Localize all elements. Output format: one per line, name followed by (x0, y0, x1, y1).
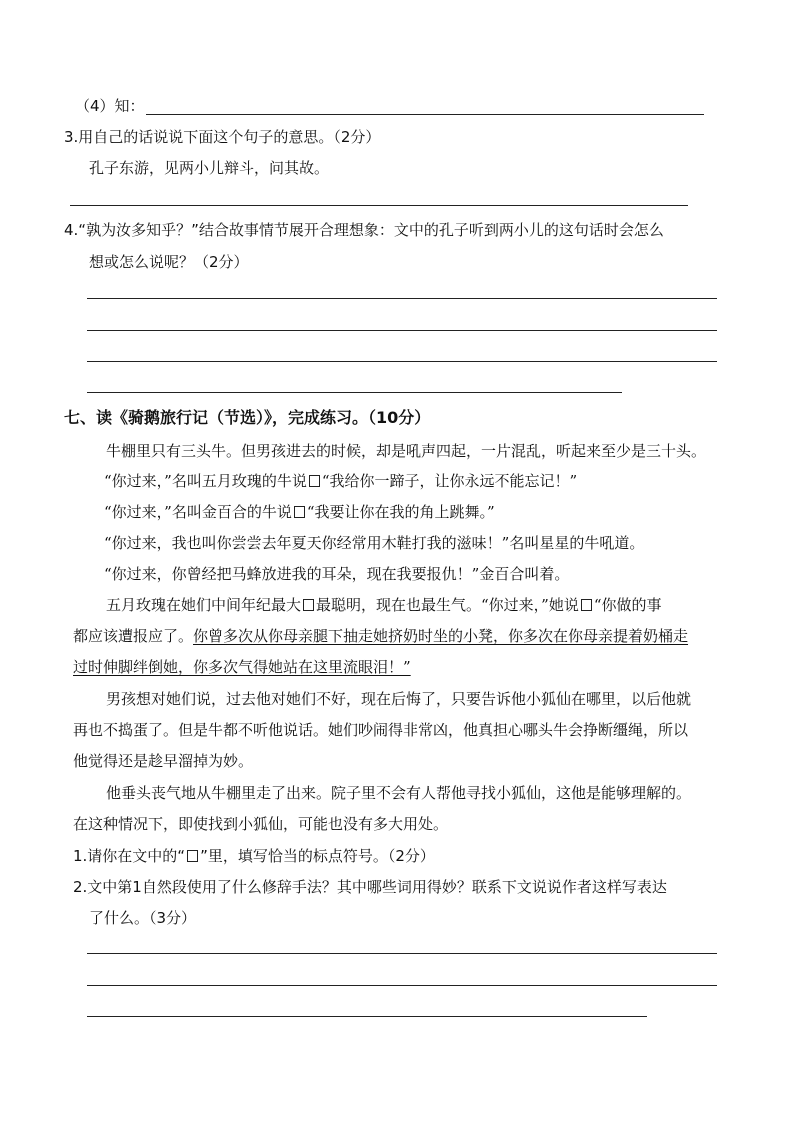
answer-line[interactable] (146, 114, 704, 115)
paragraph-5: “你过来，你曾经把马蜂放进我的耳朵，现在我要报仇！”金百合叫着。 (104, 565, 570, 583)
punctuation-blank[interactable] (303, 599, 314, 611)
answer-line[interactable] (87, 1016, 647, 1017)
paragraph-7-line1: 男孩想对她们说，过去他对她们不好，现在后悔了，只要告诉他小狐仙在哪里，以后他就 (106, 690, 692, 708)
paragraph-6-line3 (73, 657, 411, 677)
underlined-sentence: 过时伸脚绊倒她，你多次气得她站在这里流眼泪！” (73, 658, 411, 676)
answer-line[interactable] (87, 361, 717, 362)
paragraph-6-text-c: “你做的事 (593, 596, 662, 614)
underlined-sentence: 你曾多次从你母亲腿下抽走她挤奶时坐的小凳，你多次在你母亲提着奶桶走 (193, 627, 689, 645)
question-3: 3.用自己的话说说下面这个句子的意思。（2分） (64, 128, 381, 146)
paragraph-8-line2: 在这种情况下，即使找到小狐仙，可能也没有多大用处。 (73, 815, 449, 833)
box-symbol (187, 850, 198, 862)
paragraph-3-text-a: “你过来，”名叫金百合的牛说 (104, 503, 292, 521)
question-4-line1: 4.“孰为汝多知乎？”结合故事情节展开合理想象：文中的孔子听到两小儿的这句话时会怎么 (64, 221, 664, 239)
question-3-quote: 孔子东游，见两小儿辩斗，问其故。 (89, 159, 330, 177)
question-1-text-a: 1.请你在文中的“ (73, 847, 186, 865)
paragraph-3-text-b: “我要让你在我的角上跳舞。” (306, 503, 495, 521)
paragraph-2-text-a: “你过来，”名叫五月玫瑰的牛说 (104, 472, 307, 490)
answer-line[interactable] (87, 953, 717, 954)
answer-line[interactable] (70, 205, 688, 206)
paragraph-6-text-a: 五月玫瑰在她们中间年纪最大 (106, 596, 302, 614)
answer-line[interactable] (87, 985, 717, 986)
paragraph-6-line1 (106, 595, 662, 615)
answer-line[interactable] (87, 392, 622, 393)
paragraph-4: “你过来，我也叫你尝尝去年夏天你经常用木鞋打我的滋味！”名叫星星的牛吼道。 (104, 534, 645, 552)
punctuation-blank[interactable] (581, 599, 592, 611)
paragraph-6-line2 (73, 626, 688, 646)
punctuation-blank[interactable] (294, 506, 305, 518)
paragraph-1: 牛棚里只有三头牛。但男孩进去的时候，却是吼声四起，一片混乱，听起来至少是三十头。 (106, 442, 707, 460)
section-7-question-2-line2: 了什么。（3分） (89, 909, 197, 927)
paragraph-6-text-b: 最聪明，现在也最生气。“你过来，”她说 (316, 596, 579, 614)
paragraph-2 (104, 471, 577, 491)
section-7-question-2-line1: 2.文中第1自然段使用了什么修辞手法？其中哪些词用得妙？联系下文说说作者这样写表达 (73, 878, 667, 896)
paragraph-3 (104, 502, 495, 522)
paragraph-6-text-d: 都应该遭报应了。 (73, 627, 194, 645)
paragraph-2-text-b: “我给你一蹄子，让你永远不能忘记！” (321, 472, 578, 490)
answer-line[interactable] (87, 330, 717, 331)
paragraph-7-line3: 他觉得还是趁早溜掉为妙。 (73, 752, 254, 770)
answer-line[interactable] (87, 298, 717, 299)
section-7-question-1 (73, 846, 435, 866)
question-4-line2: 想或怎么说呢？（2分） (89, 253, 249, 271)
q4-label: （4）知： (75, 97, 145, 115)
question-1-text-b: ”里，填写恰当的标点符号。（2分） (200, 847, 435, 865)
section-7-heading: 七、读《骑鹅旅行记（节选）》，完成练习。（10分） (64, 408, 431, 427)
paragraph-8-line1: 他垂头丧气地从牛棚里走了出来。院子里不会有人帮他寻找小狐仙，这他是能够理解的。 (106, 784, 692, 802)
paragraph-7-line2: 再也不捣蛋了。但是牛都不听他说话。她们吵闹得非常凶，他真担心哪头牛会挣断缰绳，所以 (73, 721, 689, 739)
punctuation-blank[interactable] (309, 475, 320, 487)
